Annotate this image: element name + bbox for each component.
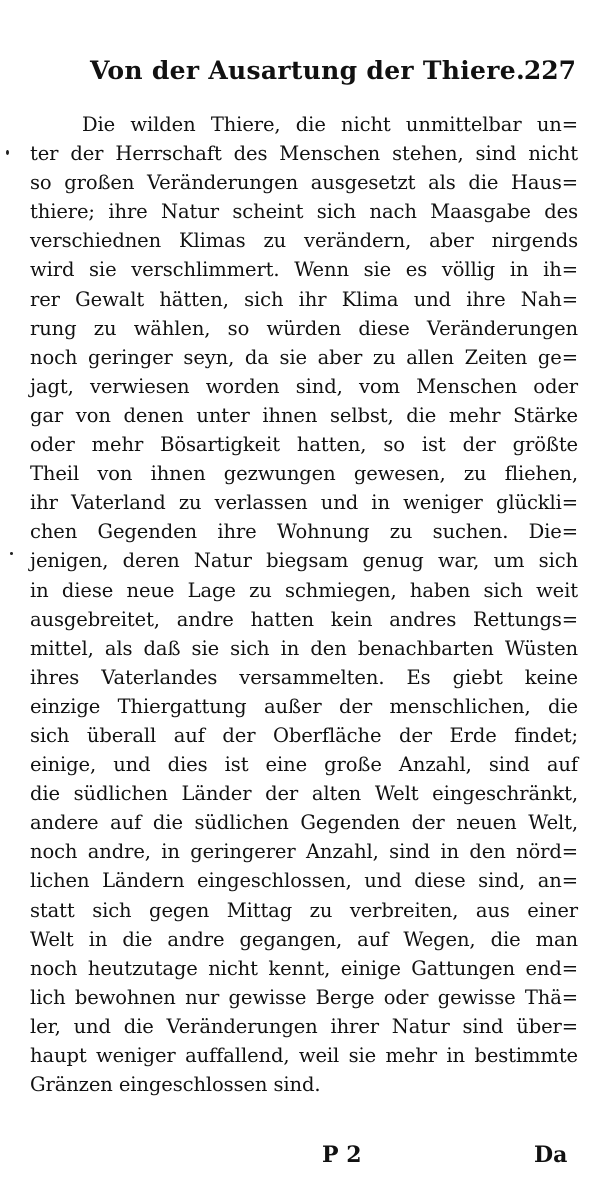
text-line: mittel, als daß sie sich in den benachbarten Wüsten <box>30 636 578 660</box>
signature-mark: P 2 <box>322 1142 362 1168</box>
text-line: die südlichen Länder der alten Welt eingeschränkt, <box>30 782 578 806</box>
text-line: ihres Vaterlandes versammelten. Es giebt keine <box>30 665 578 689</box>
text-line: statt sich gegen Mittag zu verbreiten, aus einer <box>30 898 578 922</box>
catchword: Da <box>534 1142 568 1168</box>
text-line: Die wilden Thiere, die nicht unmittelbar un= <box>82 113 578 136</box>
text-line: rung zu wählen, so würden diese Veränderungen <box>30 316 578 340</box>
text-line: ausgebreitet, andre hatten kein andres Rettungs= <box>30 607 578 631</box>
text-line: jenigen, deren Natur biegsam genug war, um sich <box>30 549 578 573</box>
text-line: in diese neue Lage zu schmiegen, haben sich weit <box>30 578 578 602</box>
text-line: noch heutzutage nicht kennt, einige Gattungen end= <box>30 956 578 980</box>
text-line: noch geringer seyn, da sie aber zu allen Zeiten ge= <box>30 345 578 369</box>
text-line: oder mehr Bösartigkeit hatten, so ist der größte <box>30 433 578 457</box>
text-line: haupt weniger auffallend, weil sie mehr in bestimmte <box>30 1044 578 1067</box>
text-line: einzige Thiergattung außer der menschlichen, die <box>30 694 578 718</box>
text-line: so großen Veränderungen ausgesetzt als die Haus= <box>30 171 578 195</box>
text-line: chen Gegenden ihre Wohnung zu suchen. Die= <box>30 520 578 544</box>
text-line: sich überall auf der Oberfläche der Erde findet; <box>30 723 578 747</box>
text-line: ihr Vaterland zu verlassen und in weniger glückli= <box>30 491 578 515</box>
text-line: ter der Herrschaft des Menschen stehen, sind nicht <box>30 142 578 166</box>
body-paragraph <box>30 110 578 1099</box>
text-line: verschiednen Klimas zu verändern, aber nirgends <box>30 229 578 253</box>
text-line: jagt, verwiesen worden sind, vom Menschen oder <box>30 374 578 398</box>
text-line: gar von denen unter ihnen selbst, die mehr Stärke <box>30 403 578 427</box>
page-footer <box>0 1142 616 1176</box>
text-line: thiere; ihre Natur scheint sich nach Maasgabe des <box>30 200 578 224</box>
text-line: lichen Ländern eingeschlossen, und diese sind, an= <box>30 869 578 893</box>
ink-speck <box>10 552 13 555</box>
page-number: 227 <box>523 56 576 85</box>
text-line: rer Gewalt hätten, sich ihr Klima und ihre Nah= <box>30 287 578 311</box>
text-line: einige, und dies ist eine große Anzahl, sind auf <box>30 753 578 777</box>
text-line: noch andre, in geringerer Anzahl, sind in den nörd= <box>30 840 578 864</box>
text-line: andere auf die südlichen Gegenden der neuen Welt, <box>30 811 578 835</box>
text-line: Gränzen eingeschlossen sind. <box>30 1073 321 1097</box>
text-line: lich bewohnen nur gewisse Berge oder gewisse Thä= <box>30 985 578 1009</box>
text-line: Theil von ihnen gezwungen gewesen, zu fliehen, <box>30 462 578 486</box>
ink-speck <box>6 150 9 155</box>
text-line: wird sie verschlimmert. Wenn sie es völlig in ih= <box>30 258 578 282</box>
text-line: Welt in die andre gegangen, auf Wegen, die man <box>30 927 578 951</box>
running-head <box>90 56 576 90</box>
running-title: Von der Ausartung der Thiere. <box>90 56 525 85</box>
text-line: ler, und die Veränderungen ihrer Natur sind über= <box>30 1014 578 1038</box>
